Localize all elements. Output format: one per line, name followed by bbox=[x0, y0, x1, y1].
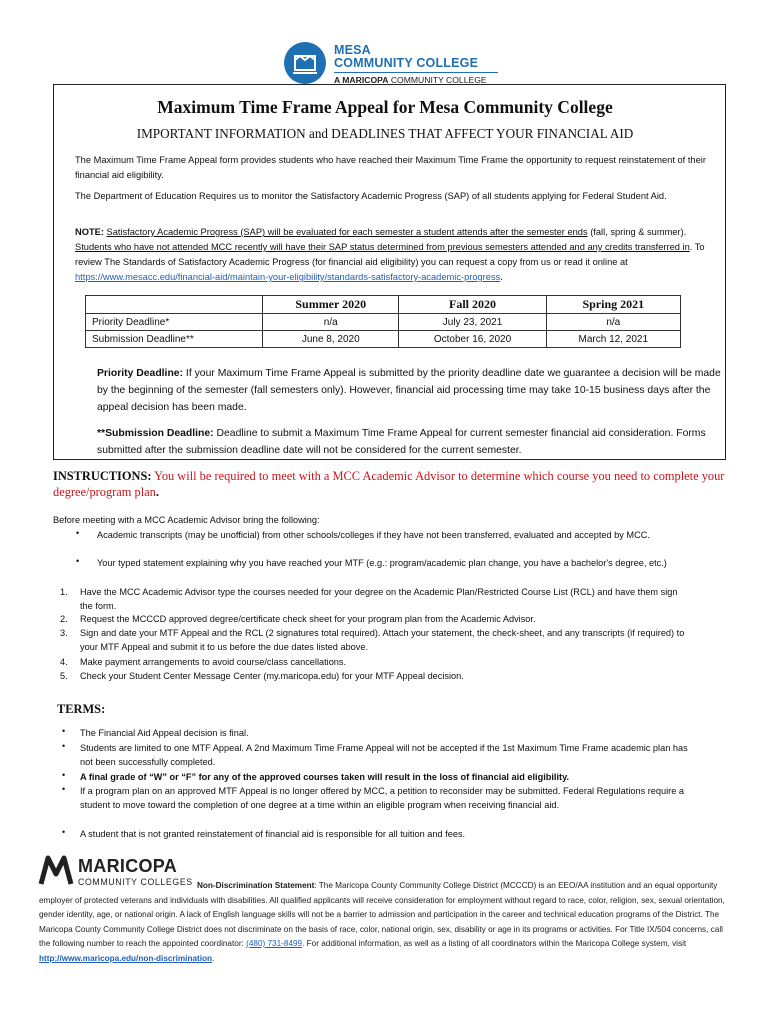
term-item: A student that is not granted reinstatement of financial aid is responsible for all tuition and fees. bbox=[80, 829, 466, 839]
table-cell: June 8, 2020 bbox=[263, 331, 399, 348]
row-label: Priority Deadline* bbox=[86, 314, 263, 331]
list-item: Your typed statement explaining why you have reached your MTF (e.g.: program/academic plan change, you have a bachelor's degree, etc.) bbox=[97, 558, 667, 568]
instructions-heading: INSTRUCTIONS: You will be required to meet with a MCC Academic Advisor to determine which course you need to complete your degree/program plan. bbox=[53, 469, 725, 499]
bullet-icon: • bbox=[76, 528, 80, 538]
bullet-icon: • bbox=[62, 770, 66, 780]
bullet-icon: • bbox=[76, 556, 80, 566]
priority-deadline-note: Priority Deadline: If your Maximum Time Frame Appeal is submitted by the priority deadline date we guarantee a decision will be made by the beginning of the semester (fall semesters only). However, financial aid processing time may take 10-15 business days after the appeal decision has been made. bbox=[97, 368, 721, 413]
header-spring: Spring 2021 bbox=[546, 296, 680, 314]
logo-line2: COMMUNITY COLLEGE bbox=[334, 56, 479, 70]
bullet-icon: • bbox=[62, 784, 66, 794]
bullet-icon: • bbox=[62, 741, 66, 751]
table-cell: n/a bbox=[263, 314, 399, 331]
logo-line1: MESA bbox=[334, 43, 371, 57]
terms-heading: TERMS: bbox=[57, 702, 106, 716]
coordinator-phone-link[interactable]: (480) 731-8499 bbox=[246, 939, 303, 948]
header-summer: Summer 2020 bbox=[263, 296, 399, 314]
table-cell: March 12, 2021 bbox=[546, 331, 680, 348]
table-cell: n/a bbox=[546, 314, 680, 331]
sap-paragraph: The Department of Education Requires us to monitor the Satisfactory Academic Progress (SAP) of all students applying for Federal Student Aid. bbox=[75, 191, 667, 201]
sap-standards-link[interactable]: https://www.mesacc.edu/financial-aid/maintain-your-eligibility/standards-satisfactory-academic-progress bbox=[75, 272, 501, 282]
step-text: Check your Student Center Message Center (my.maricopa.edu) for your MTF Appeal decision. bbox=[80, 671, 464, 681]
header-fall: Fall 2020 bbox=[399, 296, 546, 314]
term-item: Students are limited to one MTF Appeal. A 2nd Maximum Time Frame Appeal will not be accepted if the 1st Maximum Time Frame academic plan has not been successfully completed. bbox=[80, 743, 688, 768]
bullet-icon: • bbox=[62, 726, 66, 736]
term-item: If a program plan on an approved MTF Appeal is no longer offered by MCC, a petition to reconsider may be submitted. Federal Regulations require a student to move toward the completion of one degree at a time within an eligible program when receiving financial aid. bbox=[80, 786, 684, 811]
submission-deadline-note: **Submission Deadline: Deadline to submit a Maximum Time Frame Appeal for current semester financial aid consideration. Forms submitted after the submission deadline date will not be considered for the current semester. bbox=[97, 428, 706, 456]
page-subtitle: IMPORTANT INFORMATION and DEADLINES THAT AFFECT YOUR FINANCIAL AID bbox=[136, 126, 634, 141]
step-number: 1. bbox=[60, 587, 68, 597]
note-paragraph: NOTE: Satisfactory Academic Progress (SAP) will be evaluated for each semester a student attends after the semester ends (fall, spring & summer). Students who have not attended MCC recently will have their SAP status determined from previous semesters attended and any credits transferred in. To review The Standards of Satisfactory Academic Progress (for financial aid eligibility) you can request a copy from us or read it online at https://www.mesacc.edu/financial-aid/maintain-your-eligibility/standards-satisfactory-academic-progress. bbox=[75, 227, 705, 282]
intro-paragraph: The Maximum Time Frame Appeal form provides students who have reached their Maximum Time Frame the opportunity to request reinstatement of their financial aid eligibility. bbox=[75, 155, 706, 180]
term-item: The Financial Aid Appeal decision is final. bbox=[80, 728, 249, 738]
list-item: Academic transcripts (may be unofficial) from other schools/colleges if they have not been transferred, evaluated and accepted by MCC. bbox=[97, 530, 650, 540]
step-number: 2. bbox=[60, 614, 68, 624]
step-number: 5. bbox=[60, 671, 68, 681]
maricopa-logo-sub: COMMUNITY COLLEGES bbox=[78, 877, 193, 887]
non-discrimination-statement: Non-Discrimination Statement: The Maricopa County Community College District (MCCCD) is an EEO/AA institution and an equal opportunity employer of protected veterans and individuals with disabilities. All qualified applicants will receive consideration for employment without regard to race, color, religion, sex, sexual orientation, gender identity, age, or national origin. A lack of English language skills will not be a barrier to admission and participation in the career and technical education programs of the District. The Maricopa County Community College District does not discriminate on the basis of race, color, national origin, sex, disability or age in its programs or activities. For Title IX/504 concerns, call the following number to reach the appointed coordinator: (480) 731-8499. For additional information, as well as a listing of all coordinators within the Maricopa College system, visit http://www.maricopa.edu/non-discrimination. bbox=[39, 881, 725, 963]
logo-subtitle: A MARICOPA COMMUNITY COLLEGE bbox=[334, 75, 487, 85]
table-cell: July 23, 2021 bbox=[399, 314, 546, 331]
table-corner-cell bbox=[86, 296, 263, 314]
non-discrimination-link[interactable]: http://www.maricopa.edu/non-discrimination bbox=[39, 953, 213, 963]
step-text: Sign and date your MTF Appeal and the RCL (2 signatures total required). Attach your statement, the check-sheet, and any transcripts (if required) to your MTF Appeal and submit it to us before the due dates listed above. bbox=[80, 628, 685, 653]
step-text: Make payment arrangements to avoid course/class cancellations. bbox=[80, 657, 347, 667]
step-text: Have the MCC Academic Advisor type the courses needed for your degree on the Academic Plan/Restricted Course List (RCL) and have them sign the form. bbox=[80, 587, 678, 612]
bullet-icon: • bbox=[62, 827, 66, 837]
term-item: A final grade of “W” or “F” for any of the approved courses taken will result in the loss of financial aid eligibility. bbox=[80, 772, 570, 782]
deadlines-table bbox=[85, 295, 681, 348]
page-title: Maximum Time Frame Appeal for Mesa Community College bbox=[157, 97, 613, 117]
before-meeting-intro: Before meeting with a MCC Academic Advisor bring the following: bbox=[53, 515, 320, 525]
step-number: 4. bbox=[60, 657, 68, 667]
table-row bbox=[86, 331, 681, 348]
maricopa-logo-name: MARICOPA bbox=[78, 856, 178, 876]
mesa-logo bbox=[284, 42, 514, 86]
table-row bbox=[86, 314, 681, 331]
step-number: 3. bbox=[60, 628, 68, 638]
logo-divider bbox=[334, 72, 498, 73]
table-header-row bbox=[86, 296, 681, 314]
table-cell: October 16, 2020 bbox=[399, 331, 546, 348]
row-label: Submission Deadline** bbox=[86, 331, 263, 348]
mesa-badge-icon bbox=[284, 42, 326, 84]
step-text: Request the MCCCD approved degree/certificate check sheet for your program plan from the Academic Advisor. bbox=[80, 614, 536, 624]
